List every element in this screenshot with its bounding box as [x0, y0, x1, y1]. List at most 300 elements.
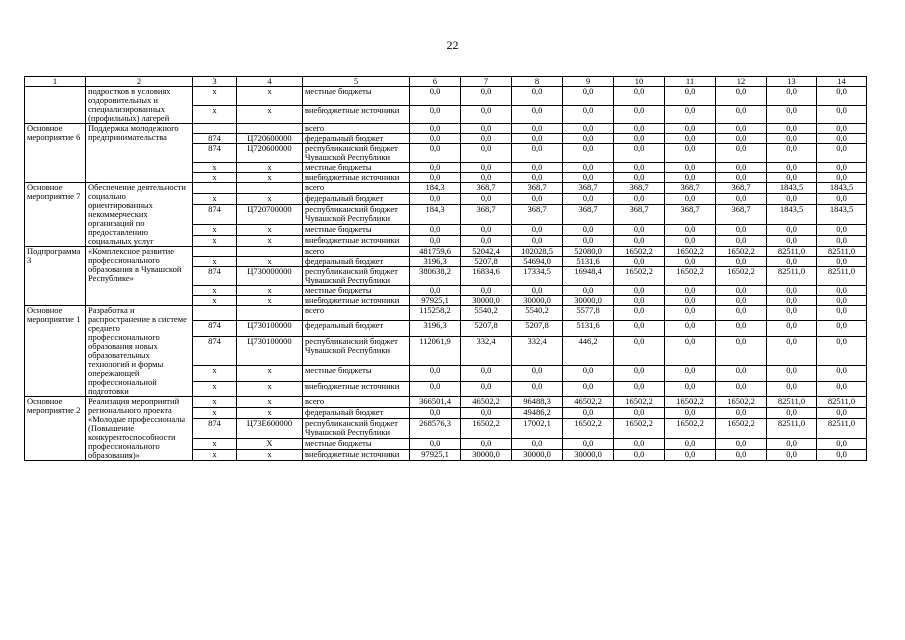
amount-cell-year-2019: 0,0 — [410, 225, 461, 236]
funding-source-cell: местные бюджеты — [303, 87, 410, 106]
amount-cell-year-2023: 0,0 — [614, 124, 665, 134]
amount-cell-years-2026-2030: 0,0 — [767, 257, 817, 267]
amount-cell-year-2023: 0,0 — [614, 87, 665, 106]
amount-cell-year-2025: 0,0 — [716, 306, 767, 321]
amount-cell-year-2024: 0,0 — [665, 439, 716, 450]
target-article-cell: x — [237, 450, 303, 461]
amount-cell-year-2022: 0,0 — [563, 286, 614, 296]
funding-source-cell: местные бюджеты — [303, 366, 410, 381]
target-article-cell — [237, 247, 303, 257]
budget-code-cell: x — [193, 87, 237, 106]
amount-cell-years-2031-2035: 82511,0 — [817, 267, 867, 286]
budget-code-cell: 874 — [193, 321, 237, 336]
amount-cell-year-2025: 0,0 — [716, 366, 767, 381]
amount-cell-year-2019: 366501,4 — [410, 397, 461, 408]
table-body — [25, 77, 867, 461]
amount-cell-year-2022: 0,0 — [563, 173, 614, 183]
amount-cell-year-2023: 0,0 — [614, 450, 665, 461]
amount-cell-year-2020: 0,0 — [461, 439, 512, 450]
amount-cell-years-2031-2035: 0,0 — [817, 134, 867, 144]
amount-cell-year-2019: 268576,3 — [410, 418, 461, 439]
amount-cell-years-2026-2030: 0,0 — [767, 87, 817, 106]
amount-cell-years-2031-2035: 0,0 — [817, 286, 867, 296]
amount-cell-year-2019: 0,0 — [410, 163, 461, 173]
amount-cell-year-2022: 46502,2 — [563, 397, 614, 408]
amount-cell-year-2025: 0,0 — [716, 163, 767, 173]
column-header: 3 — [193, 77, 237, 87]
amount-cell-years-2031-2035: 0,0 — [817, 450, 867, 461]
funding-source-cell: внебюджетные источники — [303, 296, 410, 306]
amount-cell-year-2025: 0,0 — [716, 144, 767, 163]
amount-cell-year-2022: 0,0 — [563, 381, 614, 396]
budget-code-cell: 874 — [193, 336, 237, 365]
amount-cell-year-2021: 0,0 — [512, 144, 563, 163]
target-article-cell: Ц73Е600000 — [237, 418, 303, 439]
amount-cell-year-2023: 0,0 — [614, 407, 665, 418]
amount-cell-year-2024: 0,0 — [665, 163, 716, 173]
amount-cell-year-2024: 16502,2 — [665, 267, 716, 286]
amount-cell-year-2025: 0,0 — [716, 407, 767, 418]
funding-source-cell: федеральный бюджет — [303, 407, 410, 418]
target-article-cell: x — [237, 225, 303, 236]
funding-source-cell: внебюджетные источники — [303, 105, 410, 124]
amount-cell-years-2031-2035: 1843,5 — [817, 204, 867, 225]
amount-cell-year-2020: 5207,8 — [461, 257, 512, 267]
amount-cell-year-2024: 0,0 — [665, 366, 716, 381]
amount-cell-year-2024: 0,0 — [665, 87, 716, 106]
page-number: 22 — [446, 38, 459, 52]
budget-code-cell: x — [193, 286, 237, 296]
amount-cell-years-2031-2035: 0,0 — [817, 163, 867, 173]
amount-cell-years-2026-2030: 0,0 — [767, 381, 817, 396]
amount-cell-year-2022: 368,7 — [563, 204, 614, 225]
funding-source-cell: всего — [303, 247, 410, 257]
amount-cell-year-2019: 115258,2 — [410, 306, 461, 321]
amount-cell-year-2019: 0,0 — [410, 124, 461, 134]
amount-cell-years-2026-2030: 0,0 — [767, 366, 817, 381]
funding-source-cell: местные бюджеты — [303, 439, 410, 450]
amount-cell-year-2021: 0,0 — [512, 134, 563, 144]
amount-cell-year-2019: 0,0 — [410, 236, 461, 247]
amount-cell-year-2021: 368,7 — [512, 204, 563, 225]
amount-cell-year-2020: 332,4 — [461, 336, 512, 365]
program-status-cell: Основное мероприятие 7 — [25, 183, 86, 247]
target-article-cell — [237, 183, 303, 194]
amount-cell-year-2023: 0,0 — [614, 306, 665, 321]
amount-cell-years-2031-2035: 0,0 — [817, 193, 867, 204]
funding-source-cell: внебюджетные источники — [303, 381, 410, 396]
amount-cell-year-2021: 49486,2 — [512, 407, 563, 418]
amount-cell-year-2022: 0,0 — [563, 236, 614, 247]
amount-cell-year-2021: 30000,0 — [512, 296, 563, 306]
amount-cell-year-2024: 0,0 — [665, 296, 716, 306]
amount-cell-year-2019: 184,3 — [410, 204, 461, 225]
amount-cell-year-2022: 16502,2 — [563, 418, 614, 439]
amount-cell-year-2024: 0,0 — [665, 173, 716, 183]
amount-cell-years-2026-2030: 0,0 — [767, 236, 817, 247]
amount-cell-years-2026-2030: 0,0 — [767, 124, 817, 134]
amount-cell-year-2021: 0,0 — [512, 236, 563, 247]
funding-source-cell: внебюджетные источники — [303, 450, 410, 461]
amount-cell-year-2024: 0,0 — [665, 134, 716, 144]
amount-cell-year-2021: 5540,2 — [512, 306, 563, 321]
amount-cell-year-2022: 30000,0 — [563, 296, 614, 306]
amount-cell-year-2020: 0,0 — [461, 105, 512, 124]
amount-cell-year-2024: 0,0 — [665, 236, 716, 247]
amount-cell-years-2026-2030: 82511,0 — [767, 267, 817, 286]
target-article-cell: Ц720600000 — [237, 134, 303, 144]
program-status-cell: Основное мероприятие 2 — [25, 397, 86, 461]
amount-cell-year-2020: 0,0 — [461, 144, 512, 163]
amount-cell-year-2020: 0,0 — [461, 286, 512, 296]
amount-cell-years-2031-2035: 0,0 — [817, 173, 867, 183]
amount-cell-year-2025: 0,0 — [716, 225, 767, 236]
amount-cell-year-2021: 17002,1 — [512, 418, 563, 439]
amount-cell-years-2026-2030: 0,0 — [767, 321, 817, 336]
amount-cell-years-2031-2035: 0,0 — [817, 225, 867, 236]
amount-cell-years-2031-2035: 1843,5 — [817, 183, 867, 194]
amount-cell-year-2020: 0,0 — [461, 381, 512, 396]
amount-cell-years-2031-2035: 0,0 — [817, 407, 867, 418]
amount-cell-year-2019: 3196,3 — [410, 257, 461, 267]
amount-cell-years-2026-2030: 0,0 — [767, 286, 817, 296]
amount-cell-year-2020: 0,0 — [461, 163, 512, 173]
target-article-cell: x — [237, 366, 303, 381]
amount-cell-year-2020: 52042,4 — [461, 247, 512, 257]
budget-code-cell: 874 — [193, 418, 237, 439]
funding-source-cell: местные бюджеты — [303, 225, 410, 236]
amount-cell-year-2025: 0,0 — [716, 193, 767, 204]
amount-cell-year-2023: 0,0 — [614, 296, 665, 306]
budget-code-cell — [193, 124, 237, 134]
amount-cell-year-2025: 0,0 — [716, 286, 767, 296]
table-row — [25, 306, 867, 321]
funding-source-cell: федеральный бюджет — [303, 257, 410, 267]
budget-code-cell: x — [193, 439, 237, 450]
amount-cell-year-2019: 184,3 — [410, 183, 461, 194]
amount-cell-year-2025: 0,0 — [716, 236, 767, 247]
program-status-cell — [25, 87, 86, 124]
amount-cell-year-2022: 0,0 — [563, 105, 614, 124]
funding-source-cell: внебюджетные источники — [303, 173, 410, 183]
amount-cell-years-2031-2035: 0,0 — [817, 336, 867, 365]
target-article-cell: x — [237, 257, 303, 267]
target-article-cell: x — [237, 163, 303, 173]
column-number-row — [25, 77, 867, 87]
amount-cell-year-2020: 0,0 — [461, 225, 512, 236]
amount-cell-year-2021: 0,0 — [512, 286, 563, 296]
target-article-cell: x — [237, 397, 303, 408]
amount-cell-year-2022: 30000,0 — [563, 450, 614, 461]
column-header: 12 — [716, 77, 767, 87]
budget-code-cell: 874 — [193, 134, 237, 144]
amount-cell-years-2026-2030: 0,0 — [767, 306, 817, 321]
amount-cell-year-2023: 0,0 — [614, 236, 665, 247]
amount-cell-year-2021: 96488,3 — [512, 397, 563, 408]
amount-cell-year-2023: 0,0 — [614, 439, 665, 450]
target-article-cell: x — [237, 105, 303, 124]
amount-cell-year-2020: 0,0 — [461, 407, 512, 418]
table-row — [25, 124, 867, 134]
target-article-cell: Ц730100000 — [237, 336, 303, 365]
funding-source-cell: республиканский бюджет Чувашской Республики — [303, 267, 410, 286]
amount-cell-year-2019: 0,0 — [410, 193, 461, 204]
budget-code-cell: x — [193, 236, 237, 247]
amount-cell-year-2023: 0,0 — [614, 321, 665, 336]
amount-cell-years-2031-2035: 0,0 — [817, 306, 867, 321]
program-title-cell: «Комплексное развитие профессионального образования в Чувашской Республике» — [86, 247, 193, 306]
amount-cell-year-2023: 368,7 — [614, 183, 665, 194]
amount-cell-year-2022: 0,0 — [563, 87, 614, 106]
amount-cell-year-2024: 368,7 — [665, 183, 716, 194]
amount-cell-year-2024: 0,0 — [665, 193, 716, 204]
amount-cell-years-2026-2030: 0,0 — [767, 105, 817, 124]
amount-cell-year-2021: 0,0 — [512, 163, 563, 173]
amount-cell-year-2022: 52080,0 — [563, 247, 614, 257]
amount-cell-year-2024: 0,0 — [665, 336, 716, 365]
amount-cell-year-2019: 380638,2 — [410, 267, 461, 286]
budget-code-cell: x — [193, 173, 237, 183]
amount-cell-year-2019: 0,0 — [410, 286, 461, 296]
funding-source-cell: всего — [303, 397, 410, 408]
amount-cell-year-2020: 368,7 — [461, 204, 512, 225]
column-header: 8 — [512, 77, 563, 87]
amount-cell-year-2019: 0,0 — [410, 87, 461, 106]
budget-code-cell: 874 — [193, 204, 237, 225]
funding-source-cell: всего — [303, 306, 410, 321]
amount-cell-year-2019: 0,0 — [410, 105, 461, 124]
funding-source-cell: республиканский бюджет Чувашской Республики — [303, 336, 410, 365]
table-row — [25, 183, 867, 194]
amount-cell-year-2022: 368,7 — [563, 183, 614, 194]
amount-cell-year-2019: 97925,1 — [410, 296, 461, 306]
table-row — [25, 247, 867, 257]
program-title-cell: Поддержка молодежного предпринимательства — [86, 124, 193, 183]
amount-cell-year-2024: 0,0 — [665, 124, 716, 134]
column-header: 5 — [303, 77, 410, 87]
amount-cell-year-2022: 5131,6 — [563, 321, 614, 336]
amount-cell-year-2019: 0,0 — [410, 173, 461, 183]
amount-cell-years-2026-2030: 0,0 — [767, 193, 817, 204]
column-header: 11 — [665, 77, 716, 87]
amount-cell-year-2019: 3196,3 — [410, 321, 461, 336]
amount-cell-years-2026-2030: 0,0 — [767, 144, 817, 163]
amount-cell-year-2024: 368,7 — [665, 204, 716, 225]
amount-cell-years-2026-2030: 82511,0 — [767, 247, 817, 257]
target-article-cell: x — [237, 286, 303, 296]
budget-code-cell: x — [193, 225, 237, 236]
target-article-cell: x — [237, 193, 303, 204]
amount-cell-years-2026-2030: 0,0 — [767, 296, 817, 306]
amount-cell-year-2024: 16502,2 — [665, 418, 716, 439]
funding-source-cell: республиканский бюджет Чувашской Республики — [303, 418, 410, 439]
amount-cell-years-2026-2030: 1843,5 — [767, 183, 817, 194]
amount-cell-year-2020: 0,0 — [461, 236, 512, 247]
target-article-cell: Ц730100000 — [237, 321, 303, 336]
amount-cell-years-2031-2035: 0,0 — [817, 321, 867, 336]
amount-cell-year-2019: 0,0 — [410, 144, 461, 163]
amount-cell-years-2031-2035: 0,0 — [817, 144, 867, 163]
target-article-cell: x — [237, 236, 303, 247]
amount-cell-years-2026-2030: 0,0 — [767, 163, 817, 173]
amount-cell-year-2025: 0,0 — [716, 439, 767, 450]
amount-cell-year-2019: 0,0 — [410, 407, 461, 418]
budget-code-cell: x — [193, 163, 237, 173]
amount-cell-year-2020: 368,7 — [461, 183, 512, 194]
amount-cell-year-2023: 0,0 — [614, 225, 665, 236]
amount-cell-year-2023: 16502,2 — [614, 247, 665, 257]
program-status-cell: Основное мероприятие 6 — [25, 124, 86, 183]
amount-cell-year-2022: 0,0 — [563, 144, 614, 163]
amount-cell-year-2021: 368,7 — [512, 183, 563, 194]
amount-cell-year-2024: 0,0 — [665, 144, 716, 163]
amount-cell-year-2020: 0,0 — [461, 134, 512, 144]
target-article-cell — [237, 124, 303, 134]
amount-cell-year-2019: 97925,1 — [410, 450, 461, 461]
amount-cell-year-2022: 0,0 — [563, 134, 614, 144]
amount-cell-year-2025: 16502,2 — [716, 418, 767, 439]
amount-cell-year-2024: 0,0 — [665, 105, 716, 124]
amount-cell-year-2019: 481759,6 — [410, 247, 461, 257]
amount-cell-year-2023: 0,0 — [614, 257, 665, 267]
amount-cell-year-2025: 0,0 — [716, 124, 767, 134]
amount-cell-year-2023: 0,0 — [614, 193, 665, 204]
amount-cell-year-2025: 0,0 — [716, 257, 767, 267]
column-header: 13 — [767, 77, 817, 87]
amount-cell-year-2023: 0,0 — [614, 366, 665, 381]
amount-cell-years-2031-2035: 0,0 — [817, 296, 867, 306]
amount-cell-year-2020: 5207,8 — [461, 321, 512, 336]
amount-cell-year-2025: 0,0 — [716, 381, 767, 396]
amount-cell-year-2023: 16502,2 — [614, 418, 665, 439]
amount-cell-year-2024: 0,0 — [665, 321, 716, 336]
amount-cell-year-2021: 54694,0 — [512, 257, 563, 267]
funding-source-cell: всего — [303, 183, 410, 194]
amount-cell-year-2019: 112061,9 — [410, 336, 461, 365]
budget-code-cell: x — [193, 450, 237, 461]
amount-cell-year-2024: 0,0 — [665, 225, 716, 236]
amount-cell-years-2026-2030: 82511,0 — [767, 418, 817, 439]
amount-cell-year-2021: 0,0 — [512, 105, 563, 124]
amount-cell-year-2020: 16502,2 — [461, 418, 512, 439]
budget-table — [24, 76, 867, 461]
amount-cell-year-2023: 368,7 — [614, 204, 665, 225]
amount-cell-year-2025: 16502,2 — [716, 397, 767, 408]
table-row — [25, 87, 867, 106]
column-header: 4 — [237, 77, 303, 87]
amount-cell-year-2019: 0,0 — [410, 366, 461, 381]
amount-cell-year-2021: 0,0 — [512, 173, 563, 183]
amount-cell-year-2025: 16502,2 — [716, 247, 767, 257]
budget-code-cell — [193, 183, 237, 194]
amount-cell-year-2025: 0,0 — [716, 321, 767, 336]
budget-code-cell — [193, 247, 237, 257]
amount-cell-years-2026-2030: 82511,0 — [767, 397, 817, 408]
budget-code-cell: x — [193, 407, 237, 418]
amount-cell-year-2020: 0,0 — [461, 193, 512, 204]
column-header: 10 — [614, 77, 665, 87]
budget-code-cell: x — [193, 257, 237, 267]
funding-source-cell: всего — [303, 124, 410, 134]
amount-cell-year-2024: 0,0 — [665, 306, 716, 321]
amount-cell-year-2022: 0,0 — [563, 225, 614, 236]
amount-cell-year-2021: 102028,5 — [512, 247, 563, 257]
target-article-cell: Ц720700000 — [237, 204, 303, 225]
amount-cell-year-2023: 0,0 — [614, 173, 665, 183]
budget-code-cell: 874 — [193, 267, 237, 286]
amount-cell-year-2019: 0,0 — [410, 439, 461, 450]
target-article-cell: Ц720600000 — [237, 144, 303, 163]
funding-source-cell: внебюджетные источники — [303, 236, 410, 247]
amount-cell-years-2026-2030: 0,0 — [767, 134, 817, 144]
amount-cell-years-2026-2030: 1843,5 — [767, 204, 817, 225]
amount-cell-year-2024: 0,0 — [665, 407, 716, 418]
budget-code-cell: x — [193, 193, 237, 204]
amount-cell-year-2024: 0,0 — [665, 381, 716, 396]
amount-cell-years-2031-2035: 0,0 — [817, 124, 867, 134]
amount-cell-year-2022: 446,2 — [563, 336, 614, 365]
program-title-cell: Обеспечение деятельности социально ориентированных некоммерческих организаций по предоставлению социальных услуг — [86, 183, 193, 247]
funding-source-cell: республиканский бюджет Чувашской Республики — [303, 144, 410, 163]
amount-cell-years-2026-2030: 0,0 — [767, 225, 817, 236]
amount-cell-year-2022: 5131,6 — [563, 257, 614, 267]
funding-source-cell: федеральный бюджет — [303, 321, 410, 336]
amount-cell-year-2025: 368,7 — [716, 204, 767, 225]
amount-cell-year-2021: 0,0 — [512, 87, 563, 106]
amount-cell-years-2026-2030: 0,0 — [767, 439, 817, 450]
amount-cell-year-2023: 0,0 — [614, 336, 665, 365]
amount-cell-year-2021: 17334,5 — [512, 267, 563, 286]
budget-code-cell — [193, 306, 237, 321]
amount-cell-year-2020: 5540,2 — [461, 306, 512, 321]
amount-cell-years-2031-2035: 82511,0 — [817, 247, 867, 257]
amount-cell-year-2020: 30000,0 — [461, 296, 512, 306]
amount-cell-year-2025: 0,0 — [716, 134, 767, 144]
column-header: 1 — [25, 77, 86, 87]
amount-cell-years-2026-2030: 0,0 — [767, 336, 817, 365]
amount-cell-year-2020: 46502,2 — [461, 397, 512, 408]
amount-cell-years-2026-2030: 0,0 — [767, 173, 817, 183]
funding-source-cell: республиканский бюджет Чувашской Республики — [303, 204, 410, 225]
amount-cell-years-2031-2035: 0,0 — [817, 236, 867, 247]
amount-cell-years-2031-2035: 0,0 — [817, 257, 867, 267]
amount-cell-year-2025: 368,7 — [716, 183, 767, 194]
amount-cell-year-2019: 0,0 — [410, 381, 461, 396]
amount-cell-year-2023: 0,0 — [614, 381, 665, 396]
amount-cell-year-2024: 0,0 — [665, 450, 716, 461]
target-article-cell: x — [237, 87, 303, 106]
amount-cell-year-2021: 0,0 — [512, 381, 563, 396]
amount-cell-year-2021: 30000,0 — [512, 450, 563, 461]
amount-cell-year-2025: 0,0 — [716, 87, 767, 106]
column-header: 14 — [817, 77, 867, 87]
target-article-cell: x — [237, 173, 303, 183]
amount-cell-year-2023: 16502,2 — [614, 267, 665, 286]
amount-cell-year-2020: 30000,0 — [461, 450, 512, 461]
target-article-cell: x — [237, 407, 303, 418]
amount-cell-year-2020: 0,0 — [461, 173, 512, 183]
budget-code-cell: 874 — [193, 144, 237, 163]
amount-cell-year-2020: 0,0 — [461, 87, 512, 106]
amount-cell-year-2023: 0,0 — [614, 105, 665, 124]
target-article-cell: x — [237, 296, 303, 306]
amount-cell-years-2031-2035: 82511,0 — [817, 397, 867, 408]
target-article-cell: Ц730000000 — [237, 267, 303, 286]
budget-code-cell: x — [193, 381, 237, 396]
program-title-cell: подростков в условиях оздоровительных и специализированных (профильных) лагерей — [86, 87, 193, 124]
amount-cell-year-2022: 0,0 — [563, 366, 614, 381]
amount-cell-year-2021: 5207,8 — [512, 321, 563, 336]
